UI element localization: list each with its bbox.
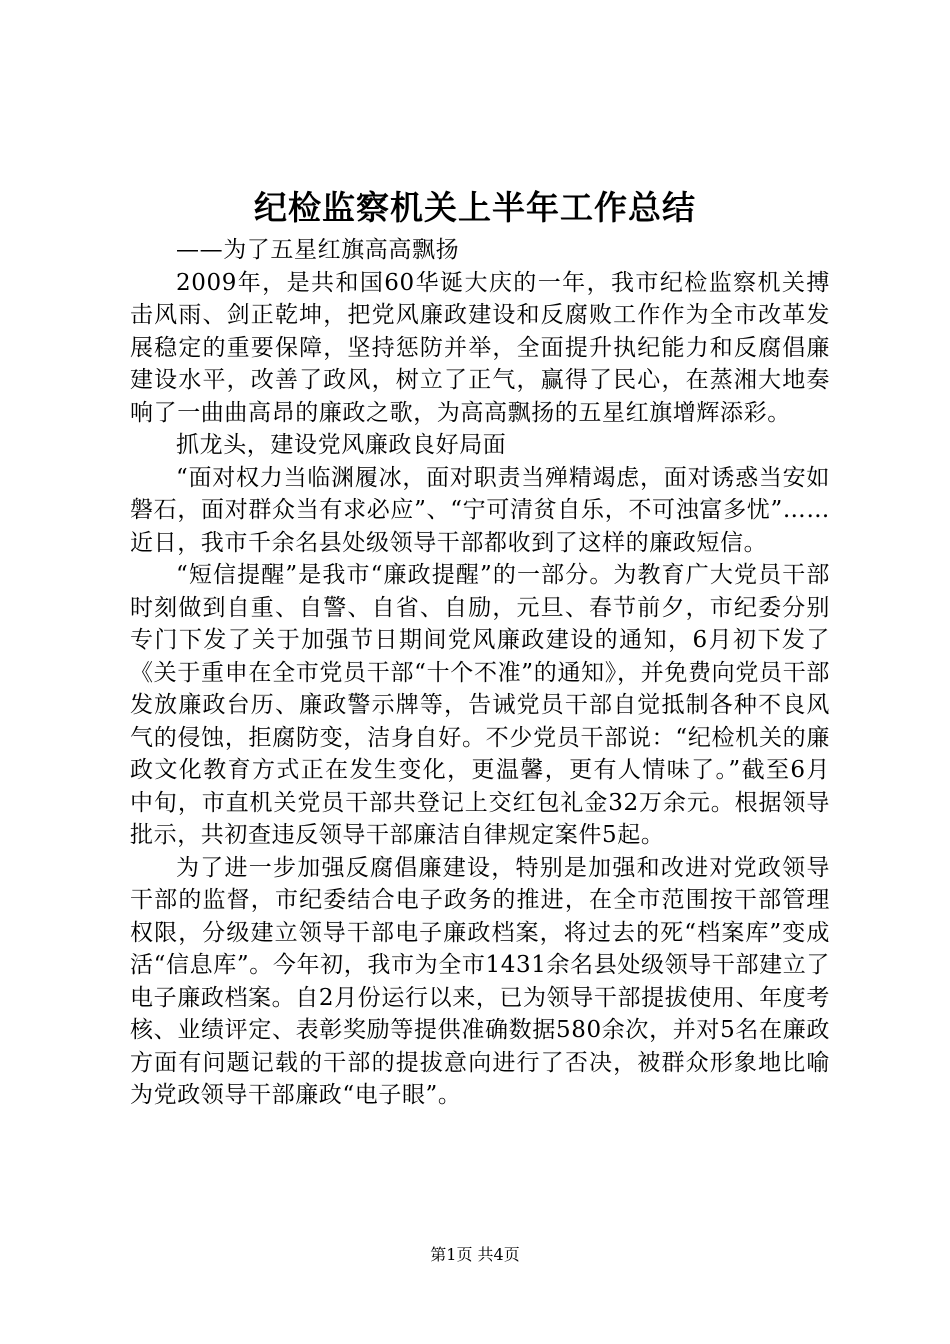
document-body [130, 234, 830, 1112]
page-footer: 第1页 共4页 [430, 1245, 520, 1264]
paragraph: 2009年，是共和国60华诞大庆的一年，我市纪检监察机关搏击风雨、剑正乾坤，把党风廉政建设和反腐败工作作为全市改革发展稳定的重要保障，坚持惩防并举，全面提升执纪能力和反腐倡廉建设水平，改善了政风，树立了正气，赢得了民心，在蒸湘大地奏响了一曲曲高昂的廉政之歌，为高高飘扬的五星红旗增辉添彩。 [130, 269, 830, 426]
paragraph: “面对权力当临渊履冰，面对职责当殚精竭虑，面对诱惑当安如磐石，面对群众当有求必应”、“宁可清贫自乐，不可浊富多忧”……近日，我市千余名县处级领导干部都收到了这样的廉政短信。 [130, 464, 830, 556]
paragraph: 为了进一步加强反腐倡廉建设，特别是加强和改进对党政领导干部的监督，市纪委结合电子政务的推进，在全市范围按干部管理权限，分级建立领导干部电子廉政档案，将过去的死“档案库”变成活“信息库”。今年初，我市为全市1431余名县处级领导干部建立了电子廉政档案。自2月份运行以来，已为领导干部提拔使用、年度考核、业绩评定、表彰奖励等提供准确数据580余次，并对5名在廉政方面有问题记载的干部的提拔意向进行了否决，被群众形象地比喻为党政领导干部廉政“电子眼”。 [130, 854, 830, 1108]
document-subtitle: ——为了五星红旗高高飘扬 [176, 237, 460, 263]
document-title: 纪检监察机关上半年工作总结 [254, 188, 696, 227]
paragraph: “短信提醒”是我市“廉政提醒”的一部分。为教育广大党员干部时刻做到自重、自警、自省、自励，元旦、春节前夕，市纪委分别专门下发了关于加强节日期间党风廉政建设的通知，6月初下发了《关于重申在全市党员干部“十个不准”的通知》，并免费向党员干部发放廉政台历、廉政警示牌等，告诫党员干部自觉抵制各种不良风气的侵蚀，拒腐防变，洁身自好。不少党员干部说：“纪检机关的廉政文化教育方式正在发生变化，更温馨，更有人情味了。”截至6月中旬，市直机关党员干部共登记上交红包礼金32万余元。根据领导批示，共初查违反领导干部廉洁自律规定案件5起。 [130, 562, 830, 848]
section-heading: 抓龙头，建设党风廉政良好局面 [176, 432, 507, 458]
